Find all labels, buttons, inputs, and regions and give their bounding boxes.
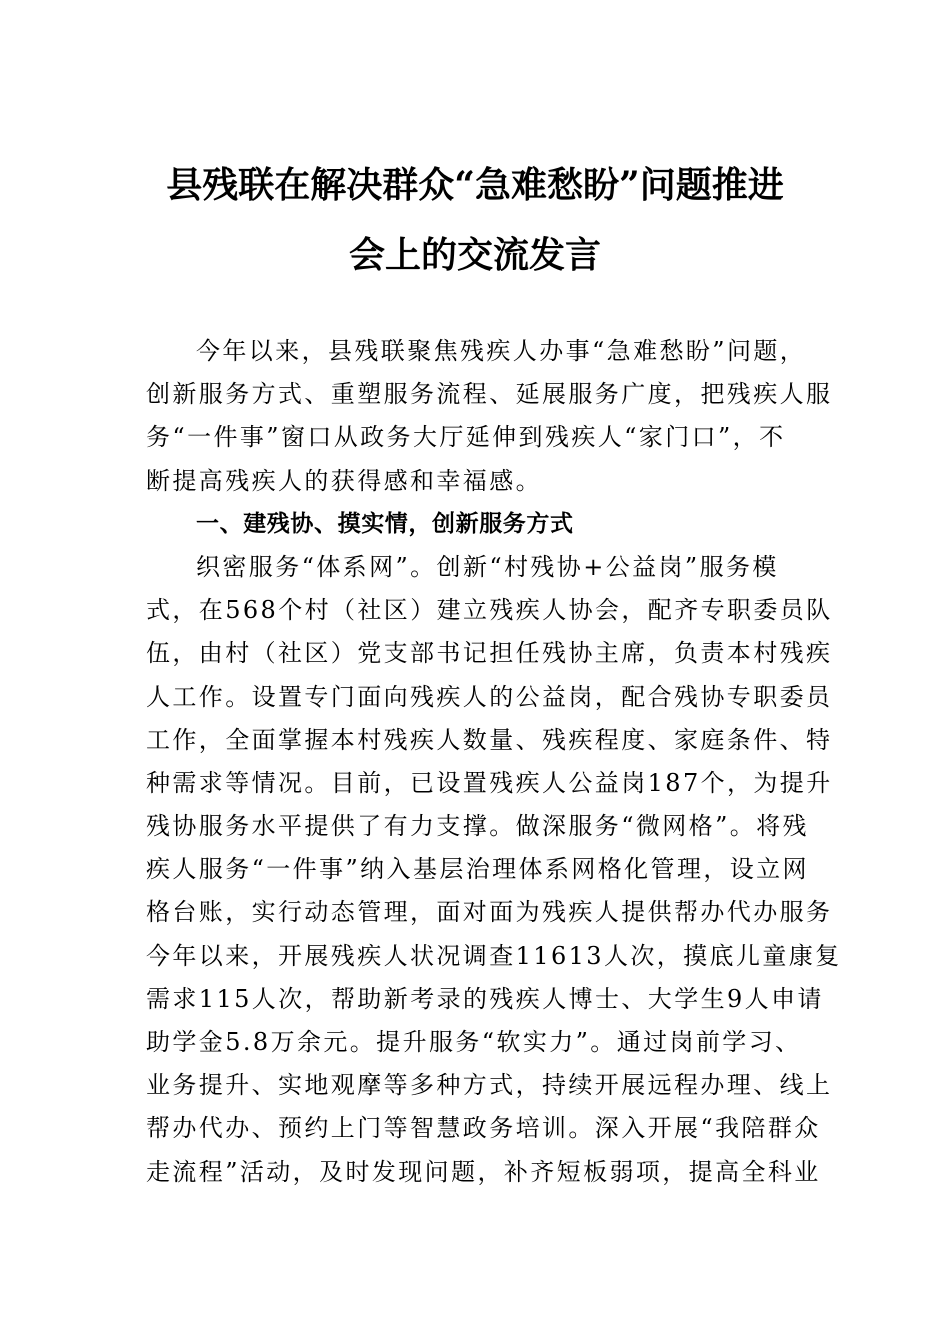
paragraph-line: 织密服务“体系网”。创新“村残协+公益岗”服务模	[196, 552, 779, 581]
paragraph-line: 助学金5.8万余元。提升服务“软实力”。通过岗前学习、	[146, 1028, 802, 1056]
paragraph-line: 疾人服务“一件事”纳入基层治理体系网格化管理，设立网	[146, 855, 809, 884]
paragraph-line: 断提高残疾人的获得感和幸福感。	[146, 466, 542, 495]
document-title-line-2: 会上的交流发言	[348, 234, 601, 276]
paragraph-line: 伍，由村（社区）党支部书记担任残协主席，负责本村残疾	[146, 639, 833, 668]
paragraph-line: 种需求等情况。目前，已设置残疾人公益岗187个，为提升	[146, 768, 833, 797]
paragraph-line: 走流程”活动，及时发现问题，补齐短板弱项，提高全科业	[146, 1157, 821, 1186]
paragraph-line: 务“一件事”窗口从政务大厅延伸到残疾人“家门口”，不	[146, 423, 786, 452]
document-body	[146, 330, 842, 1194]
paragraph-line: 残协服务水平提供了有力支撑。做深服务“微网格”。将残	[146, 812, 809, 841]
paragraph-line: 帮办代办、预约上门等智慧政务培训。深入开展“我陪群众	[146, 1114, 821, 1143]
paragraph-line: 工作，全面掌握本村残疾人数量、残疾程度、家庭条件、特	[146, 725, 833, 754]
paragraph-line: 今年以来，县残联聚焦残疾人办事“急难愁盼”问题，	[196, 337, 807, 365]
paragraph-line: 今年以来，开展残疾人状况调查11613人次，摸底儿童康复	[146, 941, 842, 970]
paragraph-line: 人工作。设置专门面向残疾人的公益岗，配合残协专职委员	[146, 682, 833, 711]
paragraph-line: 格台账，实行动态管理，面对面为残疾人提供帮办代办服务	[146, 898, 833, 927]
section-heading: 一、建残协、摸实情，创新服务方式	[196, 510, 574, 537]
paragraph-line: 需求115人次，帮助新考录的残疾人博士、大学生9人申请	[146, 984, 824, 1013]
paragraph-line: 创新服务方式、重塑服务流程、延展服务广度，把残疾人服	[146, 380, 833, 409]
paragraph-line: 业务提升、实地观摩等多种方式，持续开展远程办理、线上	[146, 1071, 833, 1100]
document-title-line-1: 县残联在解决群众“急难愁盼”问题推进	[166, 164, 784, 206]
paragraph-line: 式，在568个村（社区）建立残疾人协会，配齐专职委员队	[146, 596, 833, 625]
